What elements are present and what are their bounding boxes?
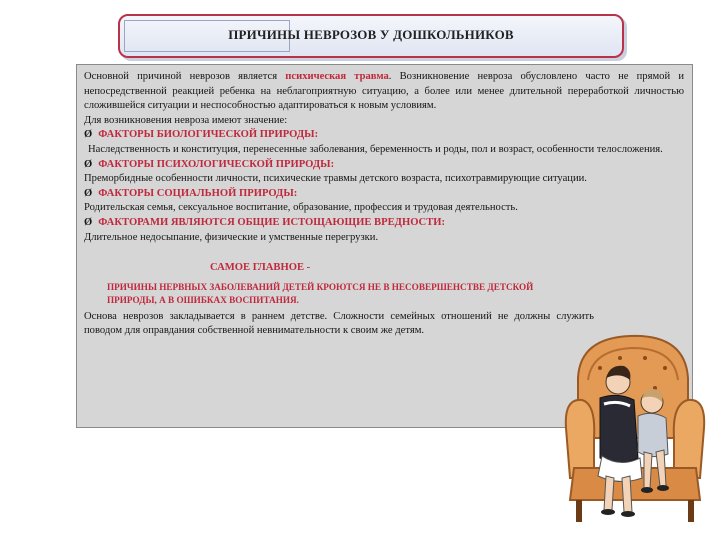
factor-text-social: Родительская семья, сексуальное воспитание, образование, профессия и трудовая деятельность. — [84, 202, 518, 214]
factor-heading-exhausting — [84, 216, 684, 231]
factor-heading-psychological — [84, 158, 684, 173]
summary-text: ПРИЧИНЫ НЕРВНЫХ ЗАБОЛЕВАНИЙ ДЕТЕЙ КРОЮТСЯ НЕ В НЕСОВЕРШЕНСТВЕ ДЕТСКОЙ ПРИРОДЫ, А В ОШИБКАХ ВОСПИТАНИЯ. — [107, 281, 534, 305]
conclusion-paragraph: Основа неврозов закладывается в раннем детстве. Сложности семейных отношений не должны служить поводом для оправдания собственной невнимательности к своим же детям. — [84, 310, 594, 337]
factor-text-psychological: Преморбидные особенности личности, психические травмы детского возраста, психотравмирующие ситуации. — [84, 173, 587, 185]
factors-intro: Для возникновения невроза имеют значение: — [84, 114, 288, 126]
intro-text-before: Основной причиной неврозов является — [84, 71, 286, 82]
factor-text-biological: Наследственность и конституция, перенесенные заболевания, беременность и роды, пол и возраст, особенности телосложения. — [88, 143, 663, 155]
bullet-arrow-icon: Ø — [84, 158, 93, 170]
factor-heading-biological — [84, 128, 684, 143]
factor-heading-text: ФАКТОРЫ БИОЛОГИЧЕСКОЙ ПРИРОДЫ: — [98, 129, 319, 141]
factor-heading-text: ФАКТОРЫ ПСИХОЛОГИЧЕСКОЙ ПРИРОДЫ: — [98, 158, 335, 170]
intro-text-after: . Возникновение невроза обусловлено часто не прямой и непосредственной реакцией ребенка на неблагоприятную ситуацию, а более или менее длительной переработкой личностью сложившейся ситуации и неспособностью адаптироваться к новым условиям. — [84, 71, 684, 112]
factor-heading-social — [84, 187, 684, 202]
bullet-arrow-icon: Ø — [84, 216, 93, 228]
title-banner — [118, 14, 624, 58]
factor-heading-text: ФАКТОРЫ СОЦИАЛЬНОЙ ПРИРОДЫ: — [98, 187, 298, 199]
page-title: ПРИЧИНЫ НЕВРОЗОВ У ДОШКОЛЬНИКОВ — [228, 27, 514, 42]
factor-text-exhausting: Длительное недосыпание, физические и умственные перегрузки. — [84, 231, 379, 243]
children-in-armchair-picture — [560, 318, 710, 528]
bullet-arrow-icon: Ø — [84, 129, 93, 141]
factor-heading-text: ФАКТОРАМИ ЯВЛЯЮТСЯ ОБЩИЕ ИСТОЩАЮЩИЕ ВРЕДНОСТИ: — [98, 216, 446, 228]
intro-highlight: психическая травма — [285, 71, 389, 82]
summary-title: САМОЕ ГЛАВНОЕ - — [210, 262, 311, 274]
intro-paragraph — [84, 70, 684, 114]
bullet-arrow-icon: Ø — [84, 187, 93, 199]
